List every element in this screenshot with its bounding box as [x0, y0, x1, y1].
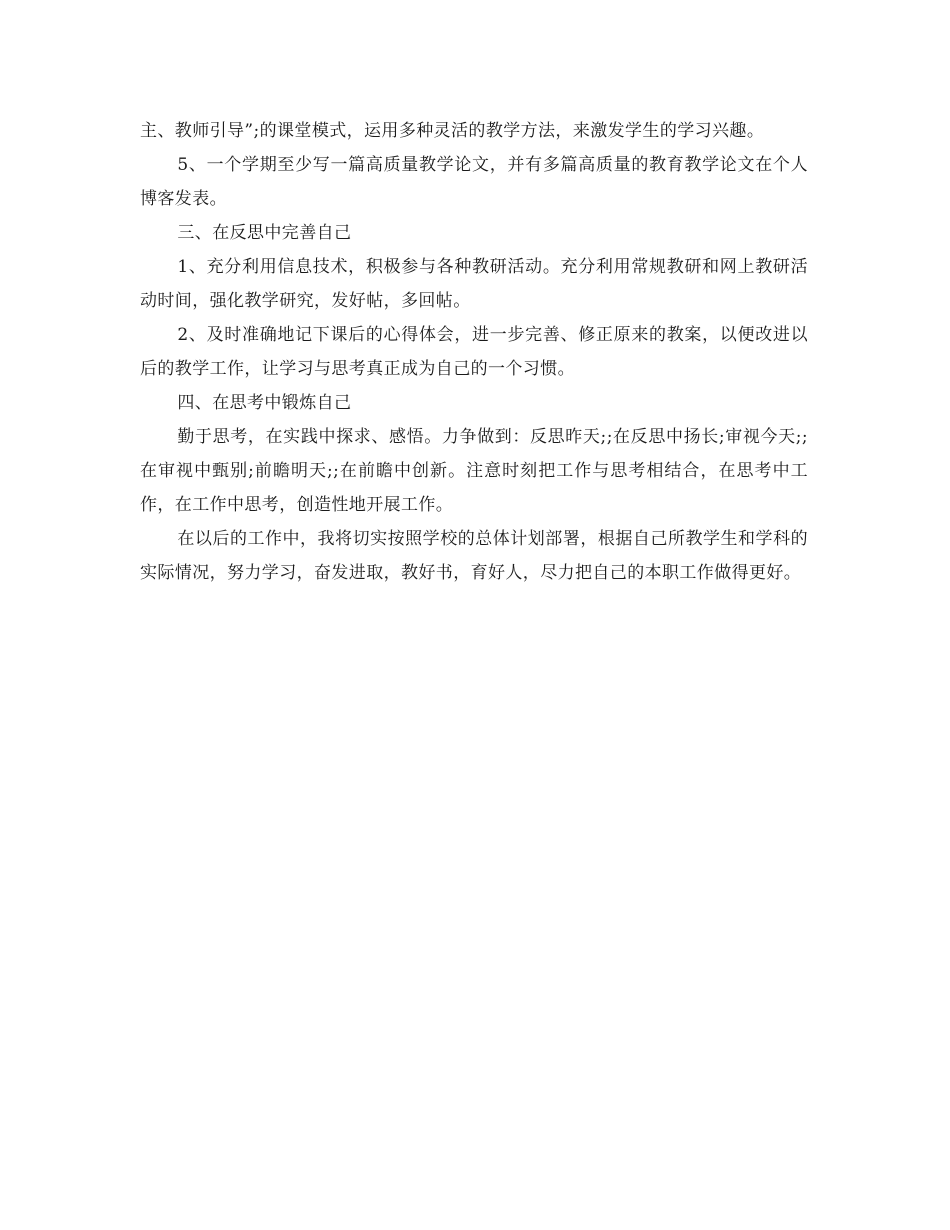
paragraph-2: 5、一个学期至少写一篇高质量教学论文，并有多篇高质量的教育教学论文在个人博客发表。 [140, 155, 808, 209]
document-body [140, 114, 808, 590]
paragraph-1: 主、教师引导”;的课堂模式，运用多种灵活的教学方法，来激发学生的学习兴趣。 [140, 121, 765, 141]
paragraph-7: 勤于思考，在实践中探求、感悟。力争做到：反思昨天;;在反思中扬长;审视今天;;在审视中甄别;前瞻明天;;在前瞻中创新。注意时刻把工作与思考相结合，在思考中工作，在工作中思考，创造性地开展工作。 [140, 427, 808, 515]
section-heading-4: 四、在思考中锻炼自己 [177, 393, 352, 413]
section-heading-3: 三、在反思中完善自己 [177, 223, 352, 243]
paragraph-4: 1、充分利用信息技术，积极参与各种教研活动。充分利用常规教研和网上教研活动时间，强化教学研究，发好帖，多回帖。 [140, 257, 808, 311]
paragraph-8: 在以后的工作中，我将切实按照学校的总体计划部署，根据自己所教学生和学科的实际情况，努力学习，奋发进取，教好书，育好人，尽力把自己的本职工作做得更好。 [140, 529, 808, 583]
paragraph-5: 2、及时准确地记下课后的心得体会，进一步完善、修正原来的教案，以便改进以后的教学工作，让学习与思考真正成为自己的一个习惯。 [140, 325, 808, 379]
